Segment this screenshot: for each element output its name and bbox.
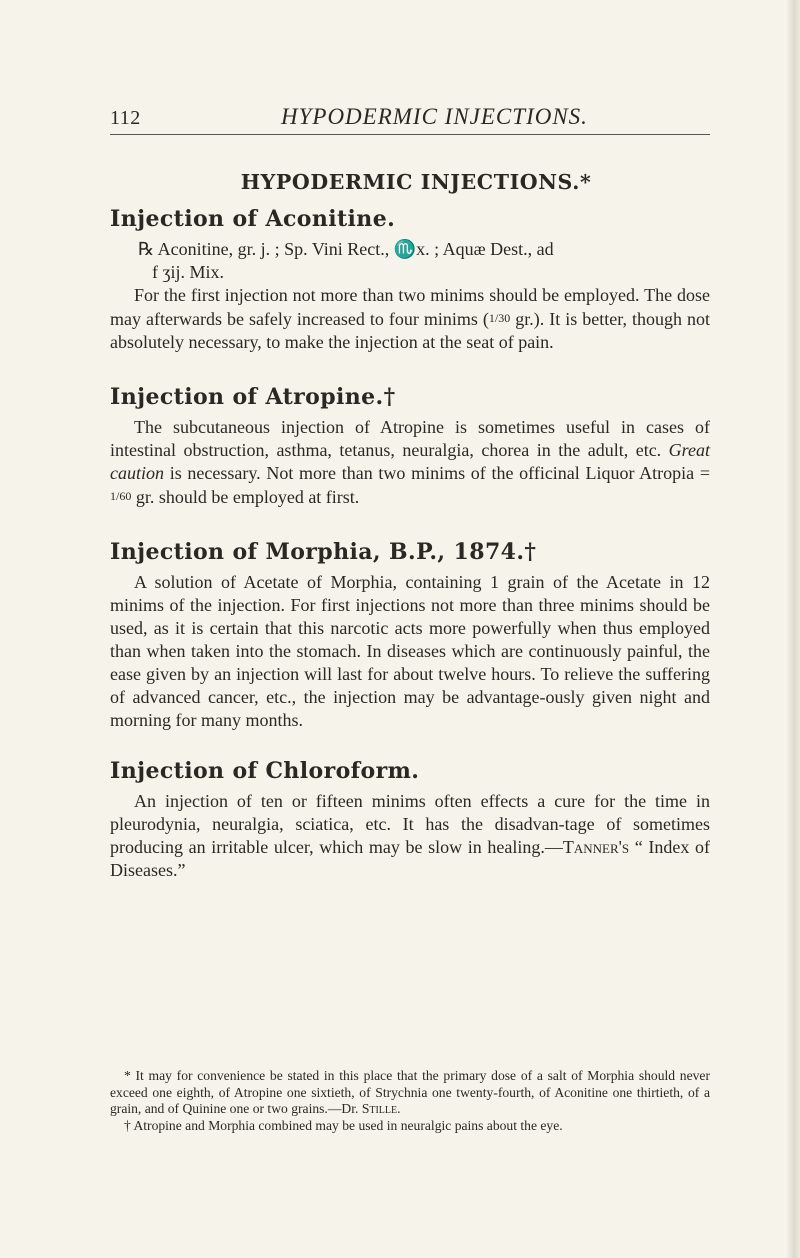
footnote-dagger: † Atropine and Morphia combined may be used in neuralgic pains about the eye. (124, 1117, 563, 1133)
running-head (110, 103, 710, 135)
author-tanner: Tanner's (562, 837, 630, 857)
emphasis-great-caution: Great caution (110, 440, 710, 483)
page-number: 112 (110, 107, 141, 129)
page-edge-shadow (786, 0, 800, 1258)
section-heading-aconitine: Injection of Aconitine. (110, 206, 396, 232)
section-atropine (110, 384, 710, 509)
section-chloroform (110, 758, 710, 882)
paragraph-aconitine (110, 284, 710, 354)
paragraph-atropine-part-1: The subcutaneous injection of Atropine is sometimes useful in cases of intestinal obstruction, asthma, tetanus, neuralgia, chorea in the adult, etc. (110, 417, 710, 460)
footnote-asterisk-text: * It may for convenience be stated in this place that the primary dose of a salt of Morphia should never exceed one eighth, of Atropine one sixtieth, of Strychnia one twenty-fourth, of Aconitine one thirtieth, of a grain, and of Quinine one or two grains.—Dr. (110, 1068, 710, 1116)
main-content (110, 170, 710, 910)
paragraph-aconitine-part-1: For the first injection not more than two minims should be employed. The dose may afterwards be safely increased to four minims ( (110, 285, 710, 329)
footnotes (110, 1068, 710, 1134)
main-title: HYPODERMIC INJECTIONS.* (240, 170, 592, 194)
paragraph-atropine-part-2: is necessary. Not more than two minims of the officinal Liquor Atropia = (164, 463, 710, 483)
footnote-asterisk (110, 1068, 710, 1118)
paragraph-aconitine-part-2: gr.). It is better, though not absolutely necessary, to make the injection at the seat of pain. (110, 309, 710, 352)
prescription-line-2: f ʒij. Mix. (152, 262, 224, 282)
section-aconitine (110, 206, 710, 354)
paragraph-chloroform-part-1: An injection of ten or fifteen minims often effects a cure for the time in pleurodynia, neuralgia, sciatica, etc. It has the disadvan-tage of sometimes producing an irritable ulcer, which may be slow in healing.— (110, 791, 710, 857)
paragraph-chloroform (110, 790, 710, 882)
paragraph-chloroform-part-2: “ Index of Diseases.” (110, 837, 710, 880)
section-heading-morphia: Injection of Morphia, B.P., 1874.† (110, 539, 537, 565)
header-rule (110, 134, 710, 135)
section-morphia (110, 539, 710, 732)
fraction-aconitine: 1/30 (488, 311, 511, 325)
paragraph-atropine-part-3: gr. should be employed at first. (131, 487, 360, 507)
footnote-author-stille: Stille. (361, 1101, 401, 1116)
fraction-atropine: 1/60 (110, 489, 132, 503)
paragraph-morphia: A solution of Acetate of Morphia, containing 1 grain of the Acetate in 12 minims of the injection. For first injections not more than three minims should be used, as it is certain that this narcotic acts more powerfully when thus employed than when taken into the stomach. In diseases which are continuously painful, the ease given by an injection will last for about twelve hours. To relieve the suffering of advanced cancer, etc., the injection may be advantage-ously given night and morning for many months. (110, 572, 710, 730)
prescription-line-1: ℞ Aconitine, gr. j. ; Sp. Vini Rect., ♏x. ; Aquæ Dest., ad (138, 239, 554, 259)
running-title: HYPODERMIC INJECTIONS. (281, 104, 588, 129)
prescription-aconitine (110, 238, 710, 284)
section-heading-chloroform: Injection of Chloroform. (110, 758, 420, 784)
section-heading-atropine: Injection of Atropine.† (110, 384, 396, 410)
paragraph-atropine (110, 416, 710, 509)
